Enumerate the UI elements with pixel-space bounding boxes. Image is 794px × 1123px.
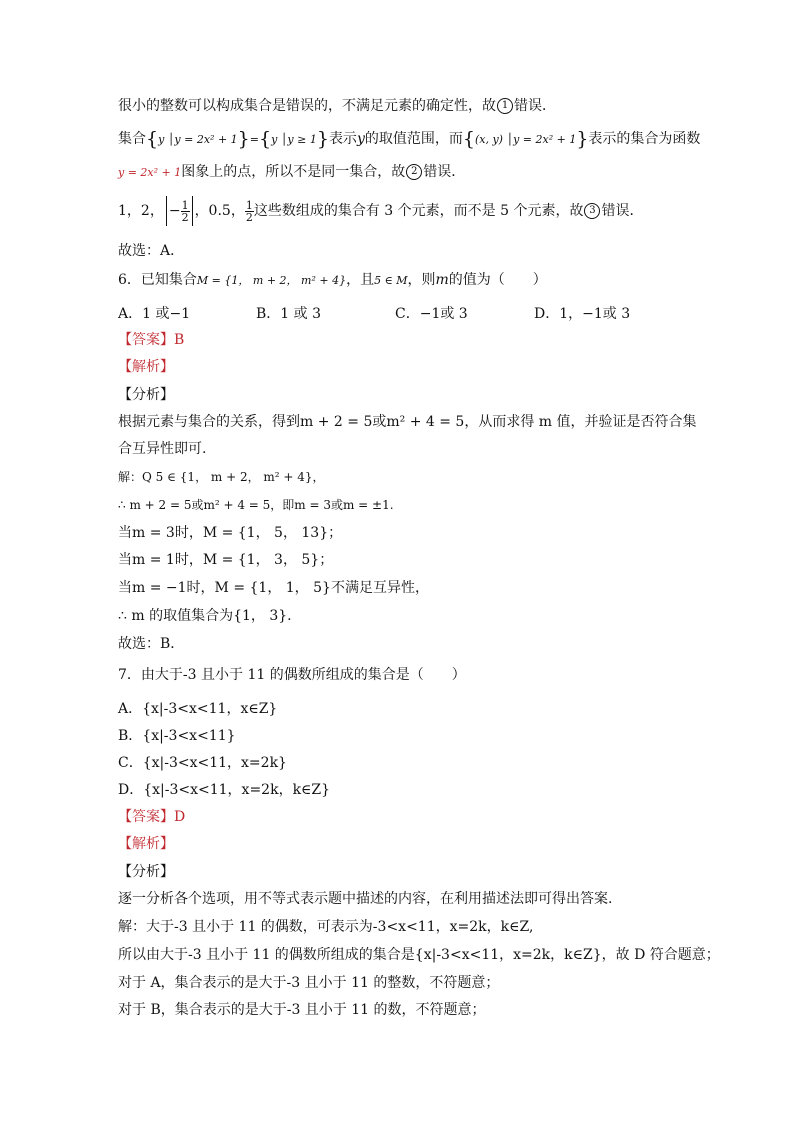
question-stem: 6．已知集合M = {1， m + 2， m² + 4}，且5 ∈ M，则m的值为（ ） [118, 272, 547, 288]
function-formula: y = 2x² + 1 [118, 166, 182, 179]
sentence: 错误． [514, 98, 556, 114]
question-stem: 7．由大于-3 且小于 11 的偶数所组成的集合是（ ） [118, 667, 466, 683]
fenxi-label: 【分析】 [118, 387, 174, 403]
solution-line: 解：大于-3 且小于 11 的偶数，可表示为-3<x<11，x=2k，k∈Z, [118, 919, 534, 935]
variable: m [435, 272, 449, 288]
option-b: B．{x|-3<x<11} [118, 728, 236, 744]
equals-sign: = [249, 133, 259, 146]
option-d: D．{x|-3<x<11，x=2k，k∈Z} [118, 782, 331, 798]
sentence: 表示的集合为函数 [588, 131, 701, 147]
sentence: 错误． [601, 203, 644, 219]
sentence: 图象上的点，所以不是同一集合，故 [181, 164, 406, 180]
sentence: 的取值范围，而 [364, 131, 463, 147]
option-a: A．{x|-3<x<11，x∈Z} [118, 701, 278, 717]
option-a: A．1 或−1 [118, 306, 191, 322]
option-c: C．−1或 3 [395, 306, 468, 322]
variable: y [356, 131, 365, 147]
set-expression: y │y ≥ 1 [271, 133, 317, 146]
solution-line: 对于 A，集合表示的是大于-3 且小于 11 的整数，不符题意； [118, 975, 500, 991]
solution-line: 解：Q 5 ∈ {1， m + 2， m² + 4}， [118, 470, 325, 484]
text-line [118, 196, 643, 226]
set-expression: M = {1， m + 2， m² + 4} [196, 274, 347, 287]
solution-line: ∴ m + 2 = 5或m² + 4 = 5，即m = 3或m = ±1. [118, 498, 394, 512]
circled-number: 2 [406, 164, 422, 180]
text-line [118, 163, 465, 182]
analysis-text: 根据元素与集合的关系，得到m + 2 = 5或m² + 4 = 5，从而求得 m 值，并验证是否符合集 [118, 414, 697, 430]
solution-line: ∴ m 的取值集合为{1， 3}. [118, 608, 292, 624]
analysis-text: 合互异性即可. [118, 441, 207, 457]
absolute-value: − $\frac{1}{2}$ [166, 196, 193, 226]
answer-label: 【答案】B [118, 332, 185, 348]
sentence: 表示 [328, 131, 357, 147]
fenxi-label: 【分析】 [118, 864, 174, 880]
sentence: 集合 [118, 131, 146, 147]
solution-line: 所以由大于-3 且小于 11 的偶数所组成的集合是{x|-3<x<11，x=2k，k∈Z}，故 D 符合题意； [118, 947, 720, 963]
option-b: B．1 或 3 [256, 306, 322, 322]
option-d: D．1，−1或 3 [534, 306, 631, 322]
circled-number: 1 [497, 98, 513, 114]
circled-number: 3 [584, 203, 600, 219]
text-line [118, 97, 556, 115]
sentence: 这些数组成的集合有 3 个元素，而不是 5 个元素，故 [253, 203, 584, 219]
sentence: 1，2， [118, 203, 164, 219]
solution-line: 当m = −1时，M = {1， 1， 5}不满足互异性， [118, 580, 429, 596]
solution-line: 当m = 1时，M = {1， 3， 5}； [118, 552, 334, 568]
choice-line: 故选：B． [118, 636, 185, 652]
text-line: 故选：A． [118, 243, 185, 259]
analysis-text: 逐一分析各个选项，用不等式表示题中描述的内容，在利用描述法即可得出答案. [118, 891, 613, 907]
fraction: $\frac{1}{2}$ [181, 198, 189, 224]
jiexi-label: 【解析】 [118, 836, 174, 852]
answer-label: 【答案】D [118, 809, 186, 825]
set-expression: y │y = 2x² + 1 [158, 133, 238, 146]
text-line: 集合{y │y = 2x² + 1}={y │y ≥ 1}表示y的取值范围，而{(x, y) │y = 2x² + 1}表示的集合为函数 [118, 128, 701, 150]
fraction: $\frac{1}{2}$ [245, 198, 253, 224]
sentence: ，0.5， [194, 203, 245, 219]
condition: 5 ∈ M [374, 274, 408, 287]
sentence: 错误． [423, 164, 466, 180]
sentence: 很小的整数可以构成集合是错误的，不满足元素的确定性，故 [118, 98, 496, 114]
set-expression: (x, y) │y = 2x² + 1 [474, 133, 577, 146]
solution-line: 当m = 3时，M = {1， 5， 13}； [118, 525, 343, 541]
solution-line: 对于 B，集合表示的是大于-3 且小于 11 的数，不符题意； [118, 1002, 486, 1018]
option-c: C．{x|-3<x<11，x=2k} [118, 755, 287, 771]
jiexi-label: 【解析】 [118, 359, 174, 375]
